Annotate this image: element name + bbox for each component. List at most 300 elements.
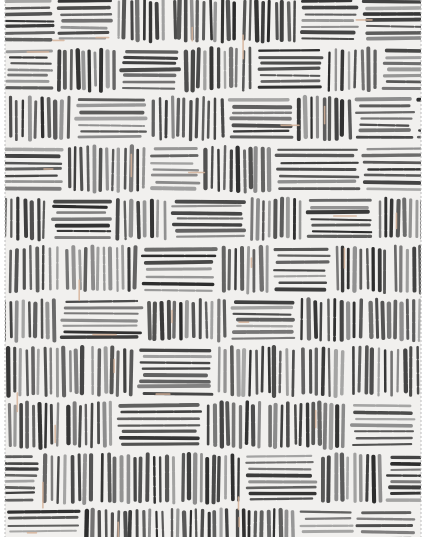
hatch-stroke (198, 49, 199, 86)
hatch-stroke (367, 8, 424, 9)
hatch-stroke (0, 156, 59, 157)
hatch-stroke (65, 332, 141, 333)
hatch-stroke (49, 99, 50, 136)
hatch-stroke (166, 101, 167, 137)
hatch-stroke (323, 348, 324, 394)
hatch-stroke (301, 512, 351, 513)
hatch-stroke (309, 299, 310, 338)
hatch-stroke (263, 3, 264, 42)
hatch-stroke (144, 512, 145, 537)
hatch-stroke (11, 63, 50, 64)
hatch-stroke (65, 456, 66, 503)
hatch-stroke (121, 438, 198, 439)
hatch-stroke (143, 149, 144, 188)
hatch-stroke (377, 299, 378, 337)
hatch-stroke (107, 149, 108, 189)
hatch-stroke (243, 350, 244, 395)
hatch-stroke (92, 404, 93, 447)
hatch-stroke (342, 51, 343, 89)
hatch-stroke (281, 510, 282, 537)
hatch-stroke (10, 251, 11, 292)
hatch-stroke (321, 303, 322, 340)
hatch-stroke (67, 251, 68, 289)
hatch-stroke (215, 3, 216, 41)
hatch-stroke (123, 246, 124, 288)
hatch-stroke (206, 303, 207, 338)
hatch-stroke (247, 402, 248, 443)
hatch-stroke (357, 99, 410, 100)
hatch-stroke (277, 4, 278, 39)
hatch-stroke (79, 455, 80, 500)
hatch-stroke (395, 246, 396, 291)
hatch-stroke (238, 351, 239, 395)
hatch-stroke (76, 351, 77, 393)
hatch-stroke (154, 170, 198, 171)
hatch-stroke (315, 302, 316, 337)
hatch-stroke (121, 69, 179, 70)
hatch-stroke (366, 347, 367, 393)
hatch-stroke (35, 102, 36, 138)
hatch-stroke (0, 176, 57, 177)
hatch-stroke (354, 405, 410, 406)
hatch-stroke (140, 458, 141, 501)
hatch-stroke (144, 284, 214, 285)
hatch-stroke (365, 182, 429, 183)
hatch-stroke (349, 101, 350, 138)
hatch-stroke (280, 176, 358, 177)
hatch-stroke (110, 249, 111, 289)
hatch-stroke (227, 510, 228, 537)
hatch-stroke (355, 51, 356, 87)
hatch-stroke (204, 3, 205, 40)
hatch-stroke (361, 125, 409, 126)
hatch-stroke (27, 351, 28, 395)
rug-left-edge (0, 0, 5, 537)
hatch-stroke (104, 403, 105, 445)
hatch-stroke (224, 301, 225, 336)
hatch-stroke (325, 405, 326, 448)
hatch-stroke (68, 97, 69, 137)
hatch-stroke (131, 351, 132, 394)
hatch-stroke (54, 300, 55, 340)
hatch-stroke (63, 348, 64, 396)
hatch-stroke (302, 1, 352, 2)
hatch-stroke (262, 347, 263, 391)
hatch-stroke (257, 351, 258, 393)
hatch-stroke (120, 405, 197, 406)
hatch-stroke (79, 125, 144, 126)
hatch-stroke (398, 350, 399, 391)
hatch-stroke (157, 4, 158, 38)
hatch-stroke (78, 105, 144, 106)
hatch-stroke (236, 49, 237, 86)
hatch-stroke (61, 14, 111, 15)
hatch-stroke (247, 456, 311, 457)
hatch-stroke (6, 21, 54, 22)
hatch-stroke (83, 52, 84, 88)
hatch-stroke (54, 206, 106, 207)
hatch-stroke (391, 200, 392, 236)
hatch-stroke (371, 303, 372, 337)
hatch-stroke (86, 511, 87, 537)
hatch-stroke (308, 212, 368, 213)
hatch-stroke (125, 513, 126, 537)
hatch-stroke (305, 97, 306, 137)
hatch-stroke (59, 8, 109, 9)
hatch-stroke (282, 199, 283, 236)
hatch-stroke (160, 98, 161, 139)
hatch-stroke (102, 454, 103, 501)
hatch-stroke (9, 405, 10, 446)
hatch-stroke (246, 462, 312, 463)
hatch-stroke (45, 404, 46, 447)
hatch-stroke (154, 304, 155, 340)
hatch-stroke (274, 509, 275, 537)
hatch-stroke (329, 349, 330, 396)
hatch-stroke (405, 351, 406, 392)
hatch-stroke (368, 189, 428, 190)
hatch-stroke (193, 304, 194, 337)
hatch-stroke (293, 512, 294, 537)
hatch-stroke (380, 456, 381, 501)
hatch-stroke (109, 454, 110, 500)
hatch-stroke (367, 26, 422, 27)
hatch-stroke (78, 50, 79, 87)
hatch-stroke (410, 200, 411, 236)
hatch-stroke (306, 518, 350, 519)
hatch-stroke (229, 250, 230, 289)
hatch-stroke (9, 517, 77, 518)
hatch-stroke (293, 351, 294, 396)
hatch-stroke (80, 407, 81, 447)
hatch-stroke (177, 510, 178, 537)
hatch-stroke (16, 302, 17, 341)
hatch-stroke (157, 201, 158, 236)
hatch-stroke (179, 0, 180, 38)
hatch-stroke (261, 247, 262, 290)
hatch-stroke (175, 2, 176, 40)
hatch-stroke (125, 202, 126, 239)
hatch-stroke (122, 412, 201, 413)
hatch-stroke (45, 348, 46, 395)
hatch-stroke (367, 20, 424, 21)
hatch-stroke (43, 202, 44, 239)
hatch-stroke (232, 455, 233, 499)
hatch-stroke (356, 112, 414, 113)
hatch-stroke (177, 236, 244, 237)
hatch-stroke (124, 63, 175, 64)
hatch-stroke (268, 1, 269, 40)
hatch-stroke (214, 457, 215, 503)
hatch-stroke (59, 1, 110, 2)
hatch-stroke (50, 249, 51, 289)
hatch-stroke (218, 458, 219, 501)
hatch-stroke (147, 269, 210, 270)
hatch-stroke (177, 202, 244, 203)
hatch-stroke (382, 303, 383, 338)
hatch-stroke (61, 101, 62, 138)
hatch-stroke (202, 511, 203, 537)
hatch-stroke (342, 455, 343, 500)
hatch-stroke (178, 99, 179, 135)
hatch-stroke (233, 338, 295, 339)
hatch-stroke (359, 347, 360, 391)
hatch-stroke (342, 352, 343, 394)
hatch-stroke (144, 394, 212, 395)
hatch-stroke (379, 349, 380, 396)
hatch-stroke (62, 27, 106, 28)
hatch-stroke (149, 510, 150, 537)
hatch-stroke (336, 351, 337, 396)
hatch-stroke (0, 487, 34, 488)
hatch-stroke (147, 454, 148, 500)
hatch-stroke (280, 352, 281, 392)
hatch-stroke (30, 246, 31, 289)
hatch-stroke (123, 444, 198, 445)
hatch-stroke (0, 149, 62, 150)
hatch-stroke (138, 203, 139, 239)
hatch-stroke (172, 206, 240, 207)
hatch-stroke (255, 512, 256, 537)
hatch-stroke (238, 148, 239, 191)
hatch-stroke (141, 350, 210, 351)
hatch-stroke (129, 512, 130, 537)
hatch-stroke (92, 247, 93, 291)
hatch-stroke (3, 33, 53, 34)
hatch-stroke (7, 14, 51, 15)
hatch-stroke (269, 512, 270, 537)
hatch-stroke (95, 53, 96, 87)
hatch-stroke (1, 8, 49, 9)
hatch-stroke (84, 455, 85, 503)
hatch-stroke (125, 149, 126, 190)
hatch-stroke (40, 404, 41, 448)
hatch-stroke (228, 2, 229, 40)
hatch-stroke (59, 51, 60, 90)
hatch-stroke (419, 300, 420, 341)
hatch-stroke (365, 175, 430, 176)
hatch-stroke (319, 403, 320, 444)
hatch-stroke (7, 26, 53, 27)
hatch-stroke (42, 98, 43, 136)
hatch-stroke (0, 163, 61, 164)
hatch-stroke (219, 348, 220, 392)
hatch-stroke (289, 3, 290, 40)
hatch-stroke (186, 52, 187, 91)
hatch-stroke (184, 513, 185, 537)
hatch-stroke (156, 512, 157, 537)
hatch-stroke (275, 276, 325, 277)
rug-right-edge (421, 0, 430, 537)
hatch-stroke (234, 131, 288, 132)
hatch-stroke (224, 146, 225, 189)
hatch-stroke (0, 475, 36, 476)
hatch-stroke (131, 201, 132, 236)
hatch-stroke (45, 455, 46, 501)
hatch-stroke (157, 182, 199, 183)
hatch-stroke (250, 0, 251, 40)
hatch-stroke (261, 512, 262, 537)
hatch-stroke (174, 225, 241, 226)
hatch-stroke (99, 350, 100, 395)
hatch-stroke (212, 147, 213, 188)
hatch-stroke (277, 262, 328, 263)
hatch-stroke (281, 406, 282, 447)
hatch-stroke (247, 487, 315, 488)
hatch-stroke (174, 303, 175, 338)
hatch-stroke (106, 348, 107, 392)
hatch-stroke (85, 249, 86, 290)
hatch-stroke (362, 51, 363, 89)
hatch-stroke (302, 32, 354, 33)
hatch-stroke (407, 300, 408, 338)
hatch-stroke (196, 99, 197, 137)
hatch-stroke (173, 97, 174, 137)
hatch-stroke (81, 148, 82, 189)
hatch-stroke (363, 155, 430, 156)
hatch-stroke (251, 149, 252, 187)
hatch-stroke (149, 303, 150, 339)
hatch-stroke (152, 188, 194, 189)
hatch-stroke (404, 200, 405, 236)
hatch-stroke (196, 510, 197, 537)
hatch-stroke (183, 455, 184, 501)
hatch-stroke (146, 262, 212, 263)
hatch-stroke (353, 444, 411, 445)
hatch-stroke (337, 247, 338, 289)
hatch-stroke (259, 50, 319, 51)
hatch-stroke (208, 102, 209, 138)
hatch-stroke (162, 303, 163, 339)
hatch-stroke (25, 200, 26, 236)
hatch-stroke (203, 97, 204, 139)
hatch-stroke (10, 531, 76, 532)
hatch-stroke (73, 247, 74, 288)
hatch-stroke (328, 457, 329, 501)
hatch-stroke (112, 150, 113, 190)
hatch-stroke (358, 519, 415, 520)
hatch-stroke (141, 381, 209, 382)
hatch-stroke (141, 362, 209, 363)
hatch-stroke (16, 250, 17, 291)
hatch-stroke (79, 100, 143, 101)
hatch-stroke (398, 201, 399, 236)
hatch-stroke (11, 303, 12, 337)
hatch-stroke (234, 314, 291, 315)
hatch-stroke (125, 57, 177, 58)
hatch-stroke (9, 526, 79, 527)
hatch-stroke (117, 248, 118, 291)
hatch-stroke (9, 70, 52, 71)
hatch-stroke (97, 248, 98, 289)
hatch-stroke (232, 307, 291, 308)
hatch-stroke (248, 475, 310, 476)
hatch-stroke (343, 405, 344, 447)
hatch-stroke (162, 512, 163, 537)
hatch-stroke (47, 304, 48, 338)
hatch-stroke (362, 532, 413, 533)
hatch-stroke (295, 405, 296, 443)
hatch-stroke (104, 248, 105, 290)
hatch-stroke (251, 499, 312, 500)
hatch-stroke (123, 88, 174, 89)
hatch-stroke (355, 412, 411, 413)
hatch-stroke (331, 405, 332, 448)
hatch-stroke (418, 347, 419, 393)
hatch-stroke (89, 51, 90, 91)
hatch-stroke (51, 405, 52, 443)
hatch-stroke (232, 347, 233, 394)
hatch-stroke (58, 457, 59, 503)
hatch-stroke (248, 248, 249, 294)
hatch-stroke (250, 351, 251, 396)
hatch-stroke (57, 404, 58, 446)
hatch-stroke (244, 1, 245, 38)
hatch-stroke (38, 350, 39, 394)
hatch-stroke (20, 350, 21, 395)
hatch-stroke (269, 348, 270, 392)
hatch-stroke (152, 156, 198, 157)
hatch-stroke (245, 151, 246, 192)
hatch-stroke (368, 38, 425, 39)
hatch-stroke (259, 68, 319, 69)
hatch-stroke (117, 352, 118, 396)
hatch-stroke (227, 403, 228, 444)
hatch-stroke (154, 457, 155, 502)
hatch-stroke (275, 405, 276, 447)
hatch-stroke (190, 511, 191, 537)
hatch-stroke (100, 150, 101, 191)
hatch-stroke (222, 100, 223, 136)
hatch-stroke (117, 200, 118, 239)
hatch-stroke (352, 425, 411, 426)
hatch-stroke (373, 457, 374, 502)
hatch-stroke (300, 405, 301, 445)
hatch-stroke (257, 200, 258, 239)
hatch-stroke (173, 213, 241, 214)
hatch-stroke (301, 299, 302, 341)
hatch-stroke (92, 510, 93, 537)
hatch-stroke (256, 1, 257, 40)
hatch-stroke (244, 510, 245, 537)
hatch-stroke (249, 469, 310, 470)
hatch-stroke (364, 1, 423, 2)
hatch-stroke (67, 301, 138, 302)
hatch-stroke (252, 199, 253, 240)
hatch-stroke (262, 81, 320, 82)
hatch-stroke (135, 247, 136, 288)
hatch-stroke (29, 303, 30, 337)
hatch-stroke (259, 403, 260, 447)
hatch-stroke (191, 102, 192, 140)
hatch-stroke (420, 247, 421, 293)
hatch-stroke (364, 162, 430, 163)
hatch-stroke (313, 231, 371, 232)
hatch-stroke (59, 32, 108, 33)
hatch-stroke (88, 147, 89, 191)
hatch-stroke (302, 38, 353, 39)
hatch-stroke (354, 248, 355, 290)
hatch-stroke (79, 136, 140, 137)
hatch-stroke (287, 350, 288, 395)
hatch-stroke (146, 249, 216, 250)
hatch-stroke (137, 0, 138, 40)
hatch-stroke (145, 290, 211, 291)
hatch-stroke (367, 249, 368, 288)
hatch-stroke (361, 300, 362, 338)
hatch-stroke (123, 0, 124, 37)
hatch-stroke (329, 53, 330, 91)
